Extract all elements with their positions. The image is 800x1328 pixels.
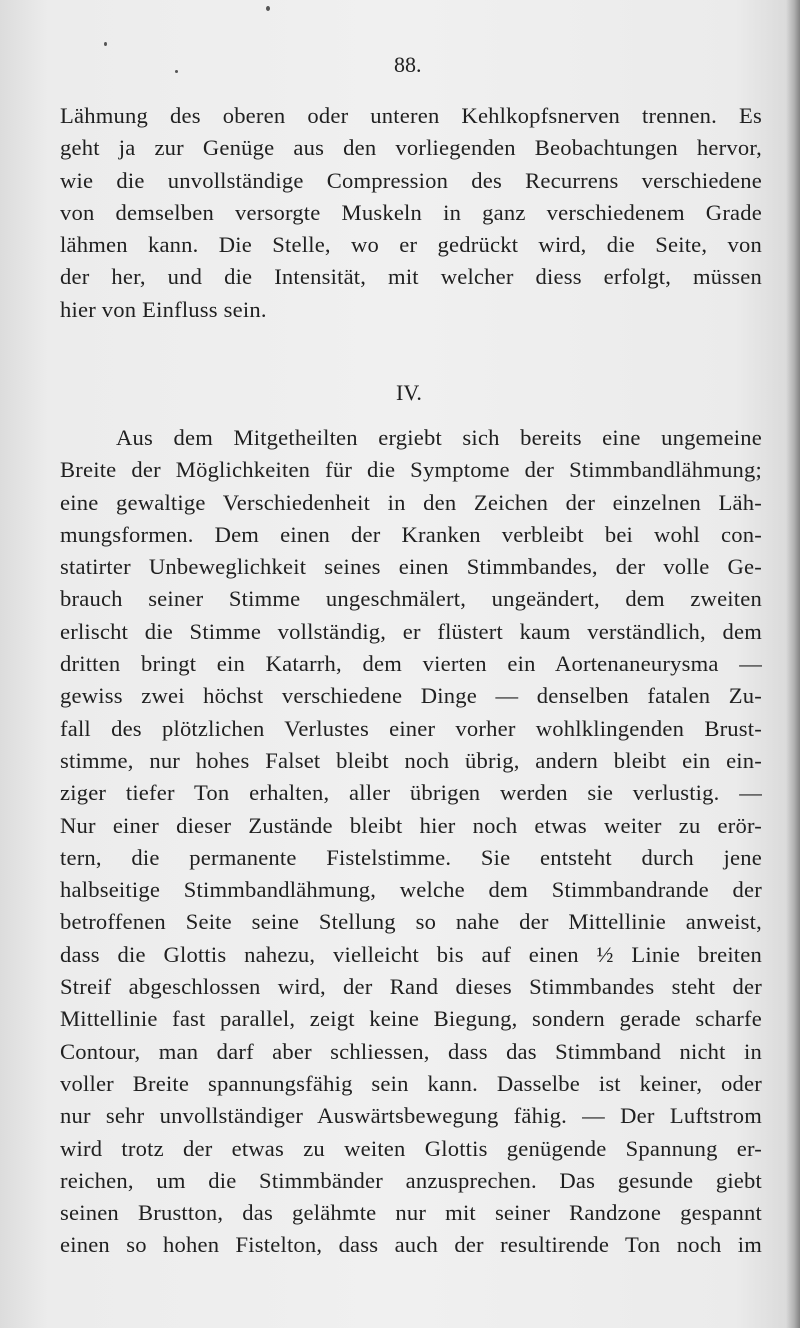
text-line: Lähmung des oberen oder unteren Kehlkopfsnerven trennen. Es [60,103,762,128]
text-line: tern, die permanente Fistelstimme. Sie entsteht durch jene [60,844,762,870]
section-heading: IV. [396,380,422,405]
text-line: voller Breite spannungsfähig sein kann. Dasselbe ist keiner, oder [60,1070,762,1096]
text-line: Breite der Möglichkeiten für die Symptome der Stimmbandlähmung; [60,457,762,483]
paragraph-1 [60,100,762,326]
text-line: Streif abgeschlossen wird, der Rand dieses Stimmbandes steht der [60,974,762,1000]
text-line: hier von Einfluss sein. [60,296,267,322]
text-line: dritten bringt ein Katarrh, dem vierten ein Aortenaneurysma — [60,651,762,677]
paragraph-2 [60,422,762,1262]
text-line: von demselben versorgte Muskeln in ganz verschiedenem Grade [60,199,762,225]
text-line: ziger tiefer Ton erhalten, aller übrigen werden sie verlustig. — [60,780,762,806]
ink-speck [104,42,107,46]
text-line: geht ja zur Genüge aus den vorliegenden Beobachtungen hervor, [60,135,762,161]
text-line: betroffenen Seite seine Stellung so nahe der Mittellinie anweist, [60,909,762,935]
text-line: reichen, um die Stimmbänder anzusprechen. Das gesunde giebt [60,1167,762,1193]
text-line: Mittellinie fast parallel, zeigt keine Biegung, sondern gerade scharfe [60,1006,762,1032]
text-line: wie die unvollständige Compression des Recurrens verschiedene [60,167,762,193]
text-line: einen so hohen Fistelton, dass auch der resultirende Ton noch im [60,1232,762,1258]
text-line: nur sehr unvollständiger Auswärtsbewegung fähig. — Der Luftstrom [60,1103,762,1129]
text-line: Nur einer dieser Zustände bleibt hier noch etwas weiter zu erör- [60,812,762,838]
text-line: stimme, nur hohes Falset bleibt noch übrig, andern bleibt ein ein- [60,747,762,773]
text-line: fall des plötzlichen Verlustes einer vorher wohlklingenden Brust- [60,715,762,741]
text-line: gewiss zwei höchst verschiedene Dinge — denselben fatalen Zu- [60,683,762,709]
ink-speck [175,70,178,73]
page-edge-shadow [786,0,800,1328]
ink-speck [266,6,270,11]
text-line: wird trotz der etwas zu weiten Glottis genügende Spannung er- [60,1135,762,1161]
page-number: 88. [394,52,422,77]
text-line: mungsformen. Dem einen der Kranken verbleibt bei wohl con- [60,521,762,547]
text-line: eine gewaltige Verschiedenheit in den Zeichen der einzelnen Läh- [60,489,762,515]
text-line: brauch seiner Stimme ungeschmälert, ungeändert, dem zweiten [60,586,762,612]
text-line: seinen Brustton, das gelähmte nur mit seiner Randzone gespannt [60,1200,762,1226]
text-line: Contour, man darf aber schliessen, dass das Stimmband nicht in [60,1038,762,1064]
text-line: der her, und die Intensität, mit welcher diess erfolgt, müssen [60,264,762,290]
text-line: lähmen kann. Die Stelle, wo er gedrückt wird, die Seite, von [60,232,762,258]
text-line: erlischt die Stimme vollständig, er flüstert kaum verständlich, dem [60,618,762,644]
text-line: dass die Glottis nahezu, vielleicht bis auf einen ½ Linie breiten [60,941,762,967]
text-line: statirter Unbeweglichkeit seines einen Stimmbandes, der volle Ge- [60,554,762,580]
text-line: Aus dem Mitgetheilten ergiebt sich bereits eine ungemeine [116,425,762,450]
text-line: halbseitige Stimmbandlähmung, welche dem Stimmbandrande der [60,877,762,903]
